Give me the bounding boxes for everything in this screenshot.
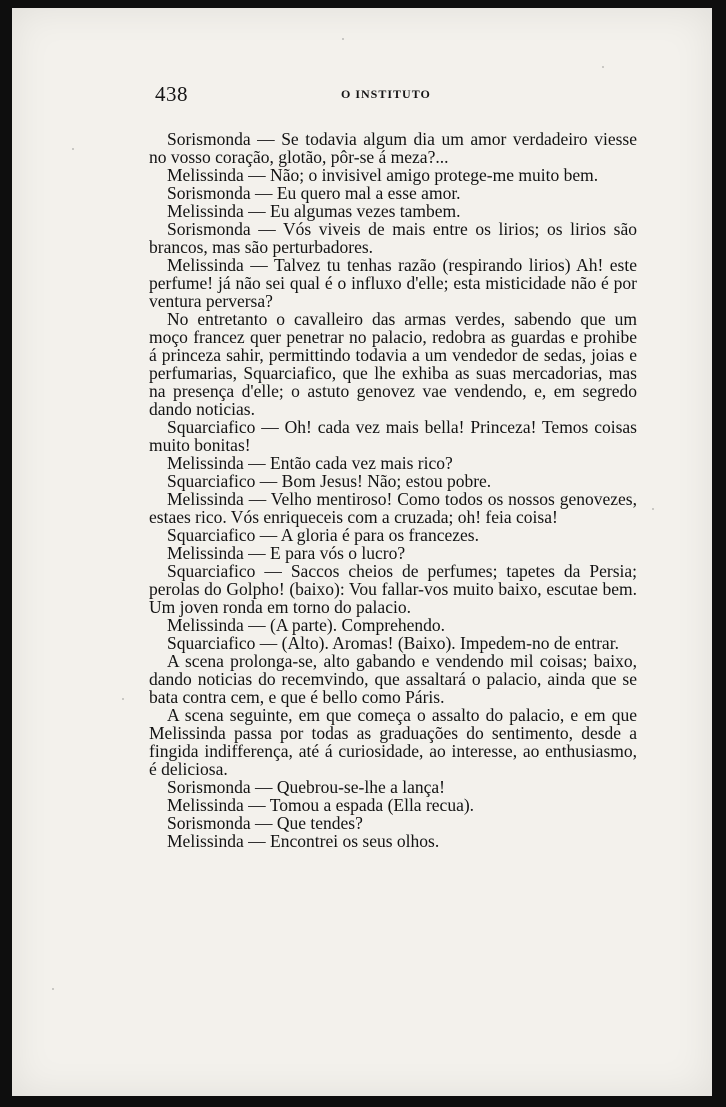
paragraph: Squarciafico — (Alto). Aromas! (Baixo). Impedem-no de entrar. (167, 633, 619, 653)
speck (652, 508, 654, 510)
paragraph: Melissinda — Velho mentiroso! Como todos os nossos genovezes, estaes rico. Vós enriqueceis com a cruzada; oh! feia coisa! (149, 489, 637, 527)
body-text (149, 130, 637, 850)
paragraph: Melissinda — Não; o invisivel amigo protege-me muito bem. (167, 165, 599, 185)
paragraph: Squarciafico — Oh! cada vez mais bella! Princeza! Temos coisas muito bonitas! (149, 417, 637, 455)
paragraph: No entretanto o cavalleiro das armas verdes, sabendo que um moço francez quer penetrar no palacio, redobra as guardas e prohibe á princeza sahir, permittindo todavia a um vendedor de sedas, joias e perfumarias, Squarciafico, que lhe exhiba as suas mercadorias, mas na presença d'elle; o astuto genovez vae vendendo, e, em segredo dando noticias. (149, 309, 637, 419)
paragraph: Sorismonda — Quebrou-se-lhe a lança! (167, 777, 445, 797)
paragraph: Melissinda — Tomou a espada (Ella recua). (167, 795, 475, 815)
paragraph: Squarciafico — Saccos cheios de perfumes; tapetes da Persia; perolas do Golpho! (baixo): Vou fallar-vos muito baixo, escutae bem. Um joven ronda em torno do palacio. (149, 561, 637, 617)
paragraph: Squarciafico — A gloria é para os francezes. (167, 525, 479, 545)
paragraph: Sorismonda — Eu quero mal a esse amor. (167, 183, 461, 203)
paragraph: Sorismonda — Vós viveis de mais entre os lirios; os lirios são brancos, mas são perturbadores. (149, 219, 637, 257)
speck (342, 38, 344, 40)
paragraph: Melissinda — Eu algumas vezes tambem. (167, 201, 461, 221)
speck (52, 988, 54, 990)
paragraph: Sorismonda — Se todavia algum dia um amor verdadeiro viesse no vosso coração, glotão, pôr-se á meza?... (149, 129, 637, 167)
paragraph: Melissinda — Talvez tu tenhas razão (respirando lirios) Ah! este perfume! já não sei qual é o influxo d'elle; esta misticidade não é por ventura perversa? (149, 255, 637, 311)
paragraph: A scena seguinte, em que começa o assalto do palacio, e em que Melissinda passa por todas as graduações do sentimento, desde a fingida indifferença, até á curiosidade, ao interesse, ao enthusiasmo, é deliciosa. (149, 705, 637, 779)
paragraph: Melissinda — (A parte). Comprehendo. (167, 615, 446, 635)
page-number: 438 (155, 82, 188, 106)
speck (602, 66, 604, 68)
paragraph: Melissinda — E para vós o lucro? (167, 543, 406, 563)
paragraph: Sorismonda — Que tendes? (167, 813, 363, 833)
page-header (149, 82, 639, 112)
paragraph: A scena prolonga-se, alto gabando e vendendo mil coisas; baixo, dando noticias do recemvindo, que assaltará o palacio, ainda que se bata contra cem, e que é bello como Páris. (149, 651, 637, 707)
paragraph: Melissinda — Então cada vez mais rico? (167, 453, 453, 473)
speck (122, 698, 124, 700)
paragraph: Squarciafico — Bom Jesus! Não; estou pobre. (167, 471, 492, 491)
running-title: O INSTITUTO (341, 87, 431, 101)
speck (72, 148, 74, 150)
paragraph: Melissinda — Encontrei os seus olhos. (167, 831, 440, 851)
book-page (12, 8, 712, 1096)
